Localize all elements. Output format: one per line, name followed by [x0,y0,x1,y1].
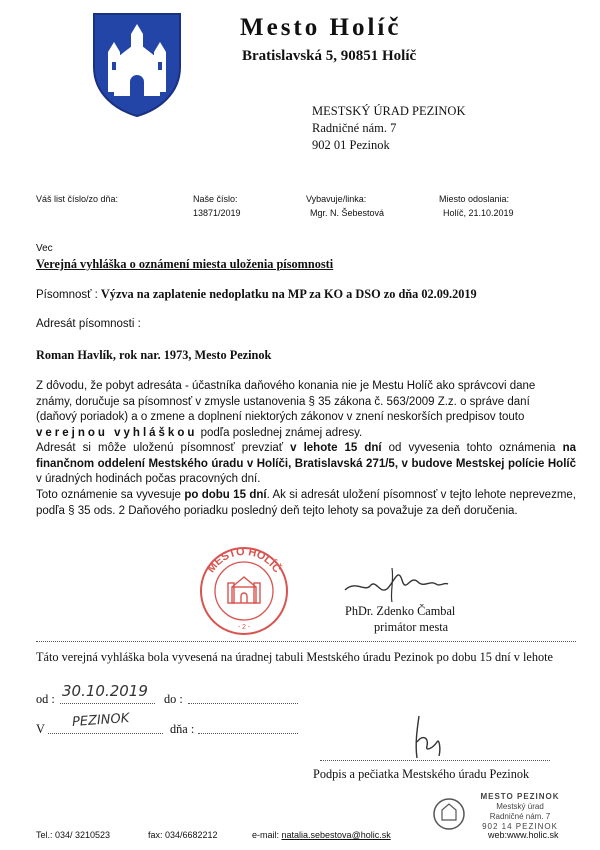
pisomnost-row [36,287,477,304]
p1-line: (daňový poriadok) a o zmene a doplnení niektorých zákonov v znení neskorších predpisov touto [36,411,525,424]
stamp-line: MESTO PEZINOK [480,792,560,801]
p2-text: Adresát si môže uloženú písomnosť prevziať [36,442,291,454]
sign-caption: Podpis a pečiatka Mestského úradu Pezinok [313,767,530,781]
p1-line: Z dôvodu, že pobyt adresáta - účastníka daňového konania nie je Mestu Holíč ako správcovi dane [36,380,536,392]
recipient-city: 902 01 Pezinok [312,138,390,152]
our-ref-value: 13871/2019 [193,208,241,218]
v-label: V [36,722,45,736]
stamp-line: Radničné nám. 7 [489,812,551,821]
dna-label: dňa : [170,722,195,736]
pisomnost-label: Písomnosť : [36,289,98,301]
posting-text: Táto verejná vyhláška bola vyvesená na úradnej tabuli Mestského úradu Pezinok po dobu 15 dní v lehote [36,650,554,664]
public-notice-emphasis: verejnou vyhláškou [36,426,198,439]
city-round-stamp [198,545,290,637]
city-address: Bratislavská 5, 90851 Holíč [242,48,417,64]
signature-line [320,760,550,761]
stamp-number: - 2 - [237,624,251,631]
handler-value: Mgr. N. Šebestová [310,208,385,218]
dna-line [198,733,298,734]
office-signature [405,712,445,762]
p3-text: . Ak si adresát uložení písomnosť v tejto lehote neprevezme, podľa § 35 ods. 2 Daňového poriadku posledný deň tejto lehoty sa považuje za deň doručenia. [36,489,576,517]
p3-text: Toto oznámenie sa vyvesuje [36,489,185,501]
v-handwritten-place: PEZINOK [71,711,130,730]
place-label: Miesto odoslania: [439,194,510,204]
p2-deadline: v lehote 15 dní [290,442,382,454]
paragraph-1 [36,379,576,441]
p2-text: v úradných hodinách počas pracovných dní. [36,473,261,486]
recipient-street: Radničné nám. 7 [312,121,397,135]
do-label: do : [164,692,183,706]
paragraph-2 [36,441,576,488]
your-ref-label: Váš list číslo/zo dňa: [36,194,119,204]
p3-duration: po dobu 15 dní [184,489,267,501]
adresat-value: Roman Havlík, rok nar. 1973, Mesto Pezinok [36,348,272,362]
place-value: Holíč, 21.10.2019 [443,208,514,218]
subject-vec-label: Vec [36,243,53,254]
separator-line [36,641,576,642]
p1-line-rest: podľa poslednej známej adresy. [197,426,363,439]
city-crest-logo [92,12,182,117]
od-label: od : [36,692,55,706]
p1-line: známy, doručuje sa písomnosť v zmysle ustanovenia § 35 zákona č. 563/2009 Z.z. o správe daní [36,395,530,408]
footer-web[interactable]: web:www.holic.sk [488,830,559,840]
recipient-name: MESTSKÝ ÚRAD PEZINOK [312,104,466,118]
city-title: Mesto Holíč [240,14,402,41]
subject-title: Verejná vyhláška o oznámení miesta uloženia písomnosti [36,257,334,271]
od-handwritten-date: 30.10.2019 [62,682,148,700]
mayor-role: primátor mesta [374,620,449,634]
mayor-signature [340,560,450,610]
p2-text: od vyvesenia tohto oznámenia [381,442,563,454]
footer-phone: Tel.: 034/ 3210523 [36,830,111,840]
stamp-emblem-icon [432,794,466,834]
v-line [48,733,163,734]
our-ref-label: Naše číslo: [193,194,238,204]
p2-location: na finančnom oddelení Mestského úradu v Holíči, Bratislavská 271/5, v budove Mestskej polície Holíč [36,442,576,470]
paragraph-3 [36,488,576,519]
email-label: e-mail: [252,830,282,840]
email-link[interactable]: natalia.sebestova@holic.sk [281,830,391,840]
do-line [188,703,298,704]
stamp-line: 902 14 PEZINOK [482,822,558,831]
mayor-name: PhDr. Zdenko Čambal [345,604,456,618]
footer-email [252,830,391,840]
stamp-line: Mestský úrad [496,802,544,811]
svg-text:MESTO HOLÍČ [205,546,284,575]
pisomnost-value: Výzva na zaplatenie nedoplatku na MP za KO a DSO zo dňa 02.09.2019 [100,287,477,301]
footer-fax: fax: 034/6682212 [148,830,218,840]
od-line [60,703,155,704]
handler-label: Vybavuje/linka: [306,194,367,204]
stamp-text: MESTO HOLÍČ [205,545,283,576]
adresat-label: Adresát písomnosti : [36,318,141,330]
